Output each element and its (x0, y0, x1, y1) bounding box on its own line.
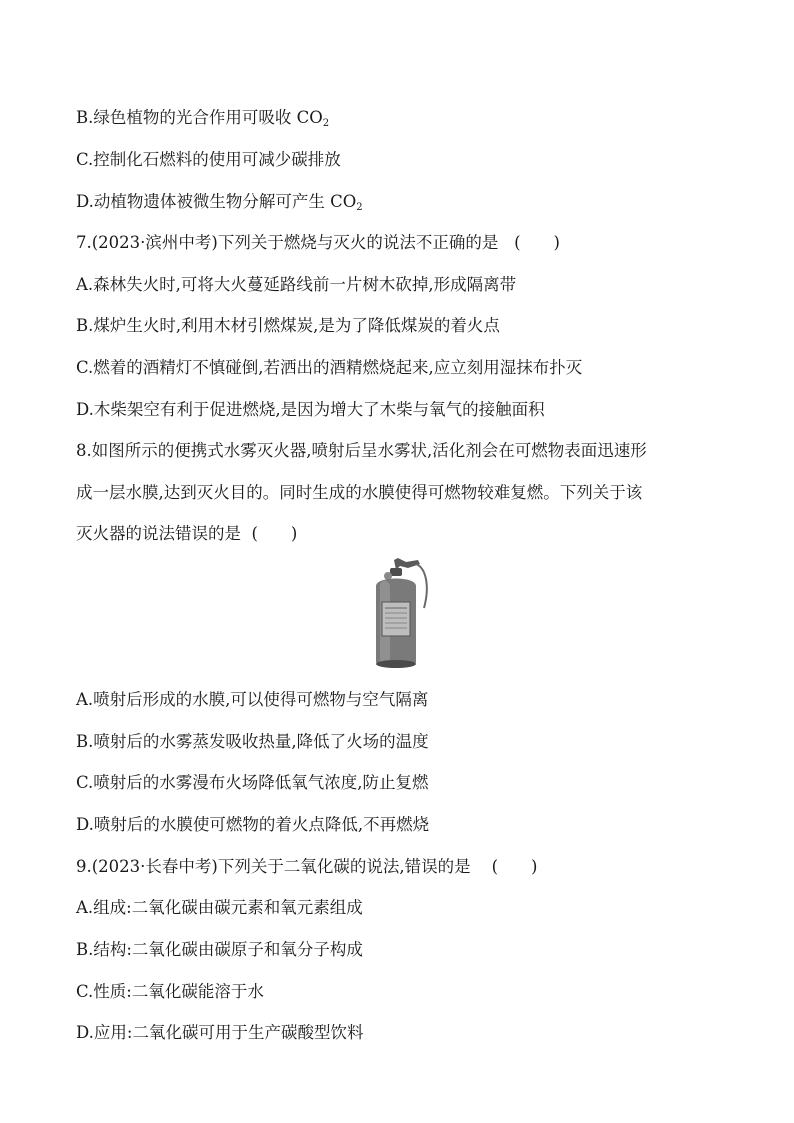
option-b-q6 (76, 106, 726, 136)
option-text: A.组成:二氧化碳由碳元素和氧元素组成 (76, 898, 363, 917)
option-b-q7 (76, 314, 726, 338)
option-text: C.喷射后的水雾漫布火场降低氧气浓度,防止复燃 (76, 773, 429, 792)
option-text: D.喷射后的水膜使可燃物的着火点降低,不再燃烧 (76, 815, 430, 834)
question-8-stem-line2 (76, 481, 726, 505)
option-text: C.控制化石燃料的使用可减少碳排放 (76, 150, 341, 169)
fire-extinguisher-icon (360, 556, 436, 672)
answer-blank: ( ) (251, 524, 298, 543)
option-text: D.木柴架空有利于促进燃烧,是因为增大了木柴与氧气的接触面积 (76, 400, 545, 419)
subscript: 2 (356, 202, 363, 213)
question-text: 7.(2023·滨州中考)下列关于燃烧与灭火的说法不正确的是 (76, 233, 499, 252)
option-d-q7 (76, 398, 726, 422)
option-text: B.喷射后的水雾蒸发吸收热量,降低了火场的温度 (76, 732, 429, 751)
option-d-q8 (76, 813, 726, 837)
answer-blank: ( ) (491, 857, 538, 876)
question-8-stem-line3 (76, 522, 726, 546)
question-7-stem (76, 231, 726, 255)
option-d-q9 (76, 1021, 726, 1045)
option-c-q9 (76, 980, 726, 1004)
answer-blank: ( ) (514, 233, 560, 252)
question-text: 成一层水膜,达到灭火目的。同时生成的水膜使得可燃物较难复燃。下列关于该 (76, 483, 643, 502)
option-a-q7 (76, 273, 726, 297)
option-c-q8 (76, 771, 726, 795)
option-text: D.应用:二氧化碳可用于生产碳酸型饮料 (76, 1023, 364, 1042)
option-b-q9 (76, 938, 726, 962)
question-8-stem-line1 (76, 439, 726, 463)
subscript: 2 (322, 118, 330, 129)
question-9-stem (76, 855, 726, 879)
option-d-q6 (76, 190, 726, 220)
option-a-q9 (76, 896, 726, 920)
option-text: C.燃着的酒精灯不慎碰倒,若洒出的酒精燃烧起来,应立刻用湿抹布扑灭 (76, 358, 583, 377)
option-c-q7 (76, 356, 726, 380)
option-text: C.性质:二氧化碳能溶于水 (76, 982, 264, 1001)
option-text: A.森林失火时,可将大火蔓延路线前一片树木砍掉,形成隔离带 (76, 275, 517, 294)
option-text: B.结构:二氧化碳由碳原子和氧分子构成 (76, 940, 363, 959)
question-text: 8.如图所示的便携式水雾灭火器,喷射后呈水雾状,活化剂会在可燃物表面迅速形 (76, 441, 647, 460)
question-text: 灭火器的说法错误的是 (76, 524, 241, 543)
option-a-q8 (76, 688, 726, 712)
option-text: D.动植物遗体被微生物分解可产生 CO (76, 192, 357, 211)
question-text: 9.(2023·长春中考)下列关于二氧化碳的说法,错误的是 (76, 857, 471, 876)
option-text: B.绿色植物的光合作用可吸收 CO (76, 108, 323, 127)
option-text: B.煤炉生火时,利用木材引燃煤炭,是为了降低煤炭的着火点 (76, 316, 500, 335)
option-text: A.喷射后形成的水膜,可以使得可燃物与空气隔离 (76, 690, 429, 709)
option-b-q8 (76, 730, 726, 754)
option-c-q6 (76, 148, 726, 172)
